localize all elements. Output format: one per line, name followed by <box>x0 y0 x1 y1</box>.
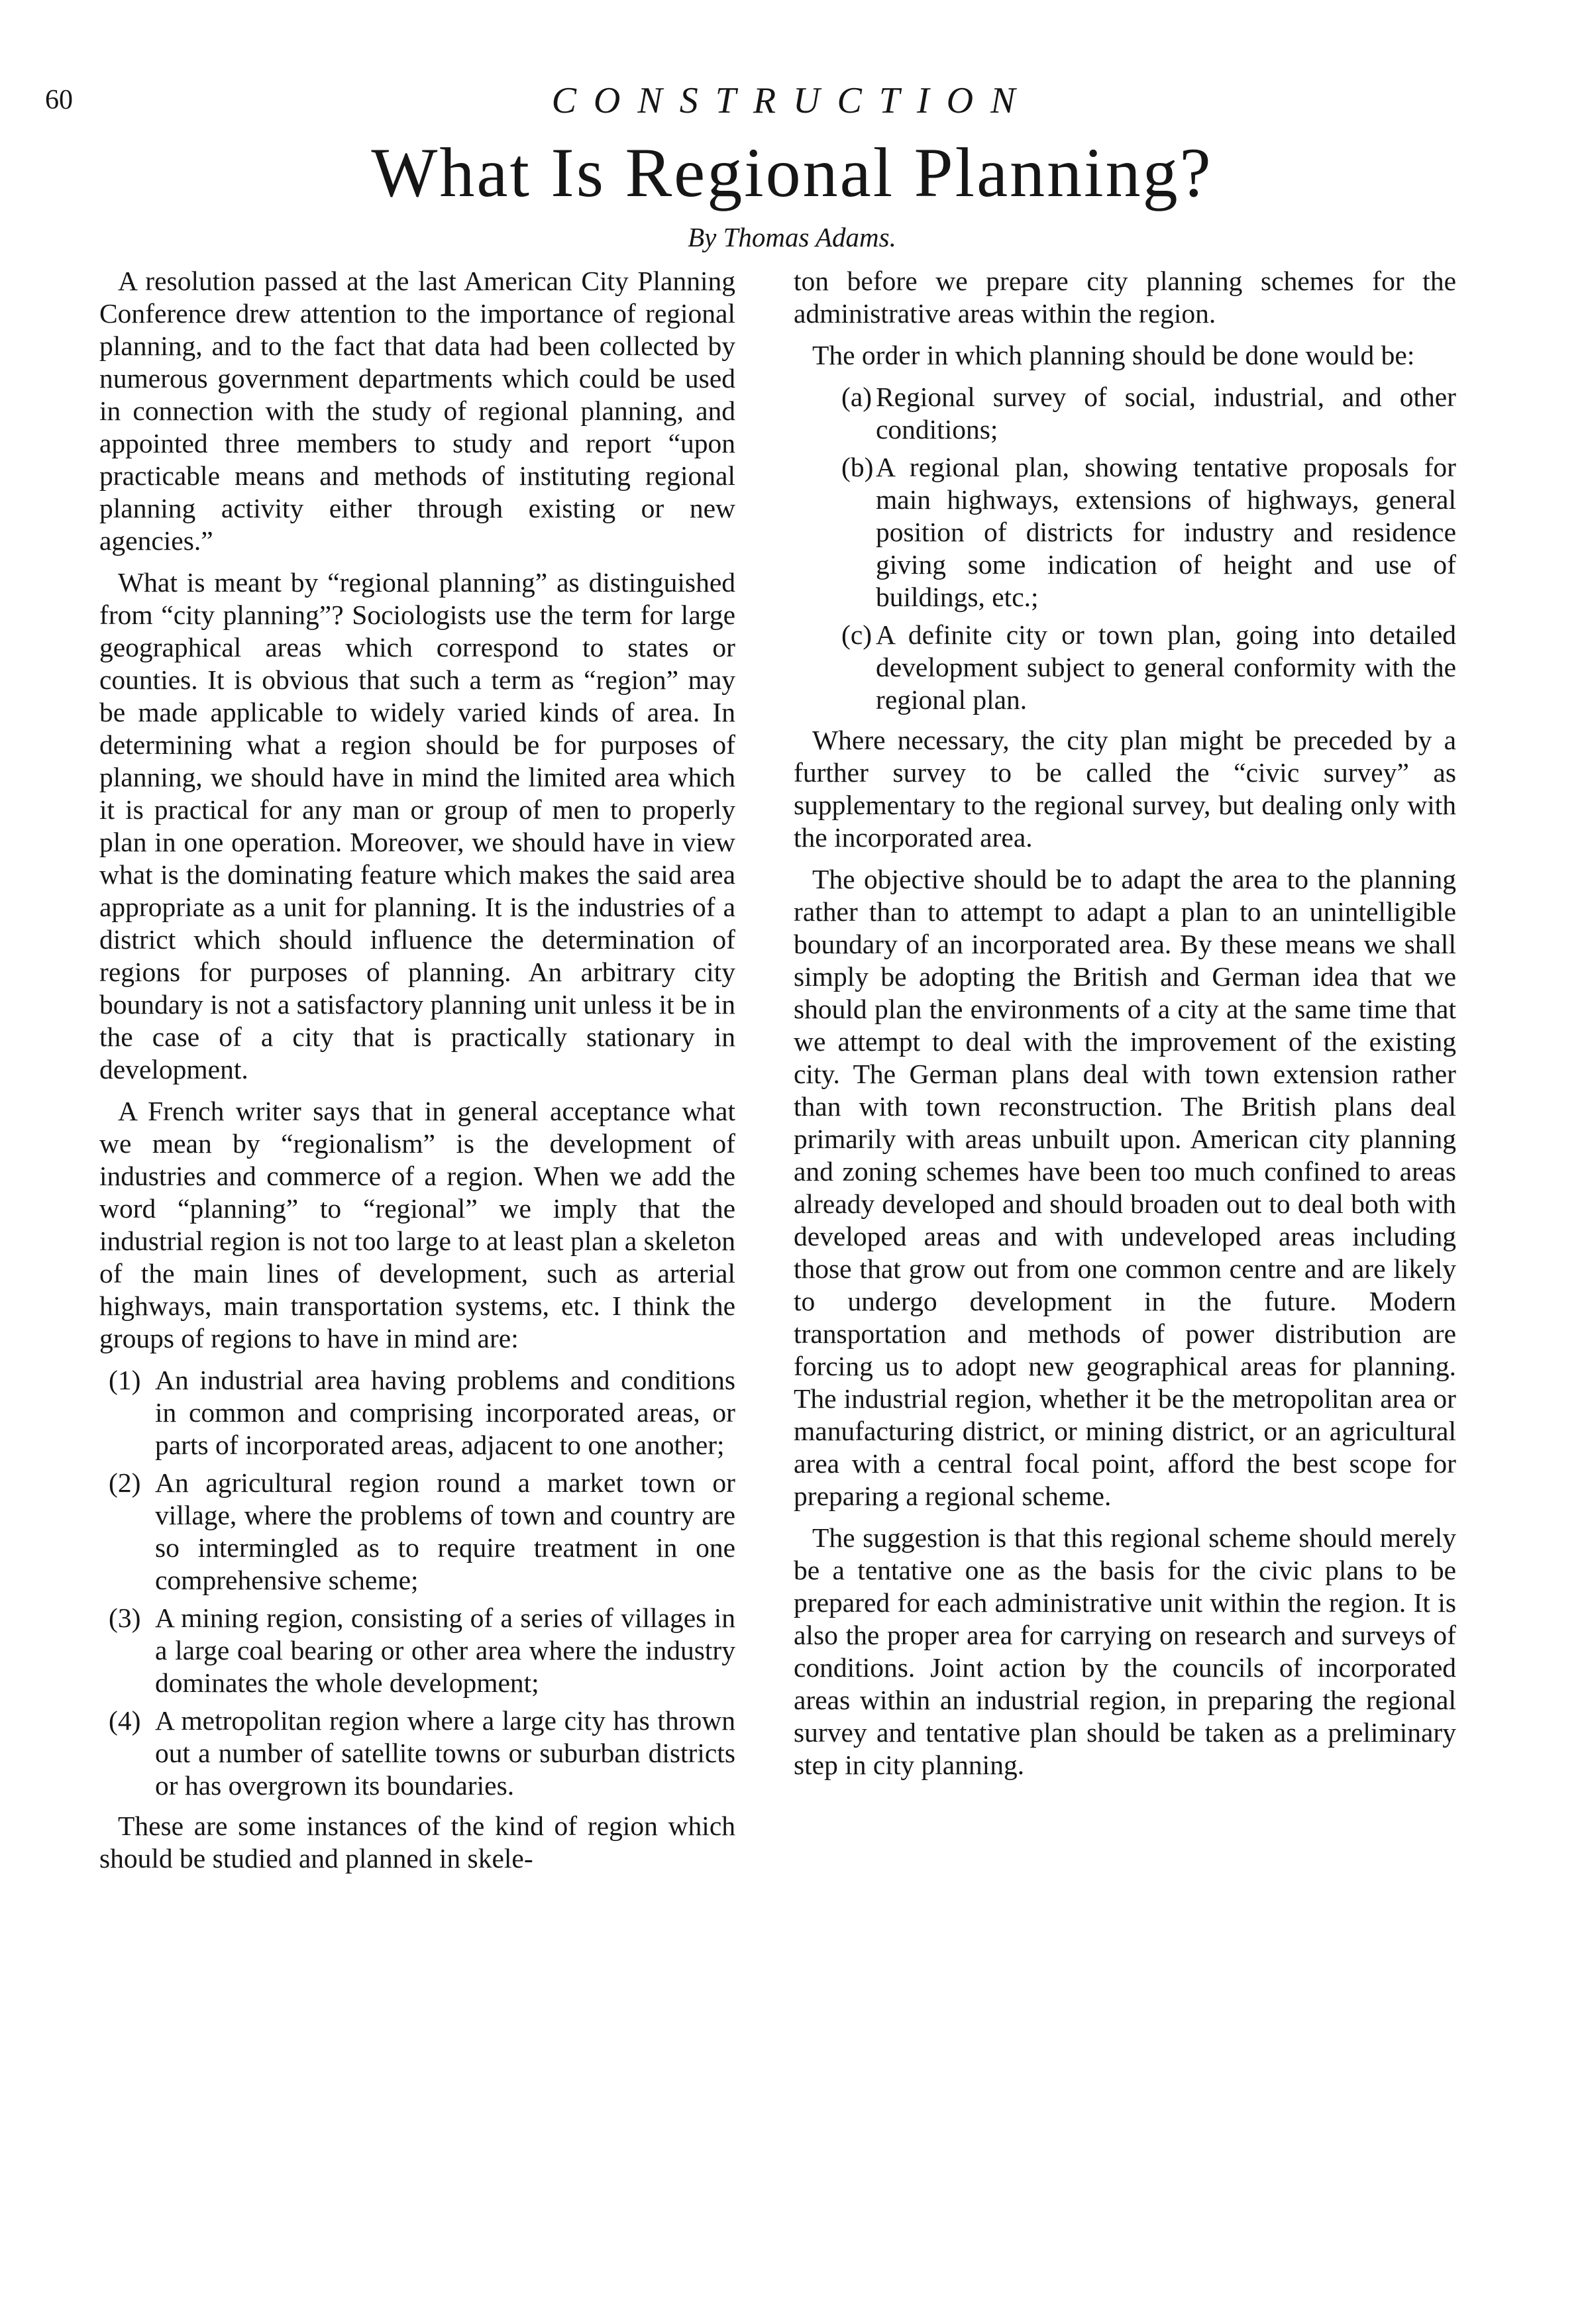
list-item <box>99 1364 735 1461</box>
list-marker: (1) <box>109 1365 141 1395</box>
page-number: 60 <box>45 85 73 115</box>
paragraph: A French writer says that in general acceptance what we mean by “regionalism” is the development of industries and commerce of a region. When we add the word “planning” to “regional” we imply that the industrial region is not too large to at least plan a skeleton of the main lines of development, such as arterial highways, main transportation systems, etc. I think the groups of regions to have in mind are: <box>99 1096 735 1353</box>
article-byline: By Thomas Adams. <box>688 222 896 252</box>
paragraph: The suggestion is that this regional scheme should merely be a tentative one as the basis for the civic plans to be prepared for each administrative unit within the region. It is also the proper area for carrying on research and surveys of conditions. Joint action by the councils of incorporated areas within an industrial region, in preparing the regional survey and tentative plan should be taken as a preliminary step in city planning. <box>794 1522 1456 1780</box>
paragraph: What is meant by “regional planning” as distinguished from “city planning”? Sociologists use the term for large geographical areas which correspond to states or counties. It is obvious that such a term as “region” may be made applicable to widely varied kinds of area. In determining what a region should be for purposes of planning, we should have in mind the limited area which it is practical for any man or group of men to properly plan in one operation. Moreover, we should have in view what is the dominating feature which makes the said area appropriate as a unit for planning. It is the industries of a district which should influence the determination of regions for purposes of planning. An arbitrary city boundary is not a satisfactory planning unit unless it be in the case of a city that is practically stationary in development. <box>99 567 735 1084</box>
list-item <box>99 1467 735 1597</box>
paragraph: These are some instances of the kind of region which should be studied and planned in skele- <box>99 1811 735 1874</box>
list-item-text: A mining region, consisting of a series of villages in a large coal bearing or other area where the industry dominates the whole development; <box>155 1603 735 1698</box>
paragraph: The order in which planning should be done would be: <box>812 340 1415 370</box>
article-title: What Is Regional Planning? <box>371 134 1213 211</box>
list-item-text: An industrial area having problems and conditions in common and comprising incorporated areas, or parts of incorporated areas, adjacent to one another; <box>155 1365 735 1460</box>
running-head: CONSTRUCTION <box>551 80 1033 121</box>
planning-order-list <box>794 381 1456 716</box>
list-marker: (2) <box>109 1467 141 1498</box>
left-column <box>99 265 735 1884</box>
paragraph: The objective should be to adapt the area to the planning rather than to attempt to adapt a plan to an unintelligible boundary of an incorporated area. By these means we shall simply be adopting the British and German idea that we should plan the environments of a city at the same time that we attempt to deal with the improvement of the existing city. The German plans deal with town extension rather than with town reconstruction. The British plans deal primarily with areas unbuilt upon. American city planning and zoning schemes have been too much confined to areas already developed and should broaden out to deal both with developed areas and with undeveloped areas including those that grow out from one common centre and are likely to undergo development in the future. Modern transportation and methods of power distribution are forcing us to adopt new geographical areas for planning. The industrial region, whether it be the metropolitan area or manufacturing district, or mining district, or an agricultural area with a central focal point, afford the best scope for preparing a regional scheme. <box>794 864 1456 1511</box>
list-marker: (3) <box>109 1603 141 1633</box>
list-item-text: An agricultural region round a market town or village, where the problems of town and country are so intermingled as to require treatment in one comprehensive scheme; <box>155 1467 735 1595</box>
list-item <box>794 451 1456 613</box>
right-column <box>794 265 1456 1791</box>
paragraph-continued: ton before we prepare city planning schemes for the administrative areas within the region. <box>794 266 1456 329</box>
list-marker: (4) <box>109 1705 141 1736</box>
list-item-text: A metropolitan region where a large city has thrown out a number of satellite towns or suburban districts or has overgrown its boundaries. <box>155 1705 735 1801</box>
list-marker: (c) <box>841 619 872 650</box>
list-item-text: A regional plan, showing tentative proposals for main highways, extensions of highways, general position of districts for industry and residence giving some indication of height and use of buildings, etc.; <box>876 452 1456 612</box>
list-item <box>794 619 1456 716</box>
list-item <box>99 1602 735 1699</box>
list-marker: (b) <box>841 452 874 482</box>
paragraph: Where necessary, the city plan might be preceded by a further survey to be called the “civic survey” as supplementary to the regional survey, but dealing only with the incorporated area. <box>794 725 1456 853</box>
list-item <box>99 1705 735 1802</box>
list-item-text: Regional survey of social, industrial, and other conditions; <box>876 382 1456 445</box>
region-types-list <box>99 1364 735 1802</box>
paragraph: A resolution passed at the last American City Planning Conference drew attention to the importance of regional planning, and to the fact that data had been collected by numerous government departments which could be used in connection with the study of regional planning, and appointed three members to study and report “upon practicable means and methods of instituting regional planning activity either through existing or new agencies.” <box>99 266 735 556</box>
list-marker: (a) <box>841 382 872 412</box>
list-item <box>794 381 1456 446</box>
list-item-text: A definite city or town plan, going into detailed development subject to general conformity with the regional plan. <box>876 619 1456 715</box>
